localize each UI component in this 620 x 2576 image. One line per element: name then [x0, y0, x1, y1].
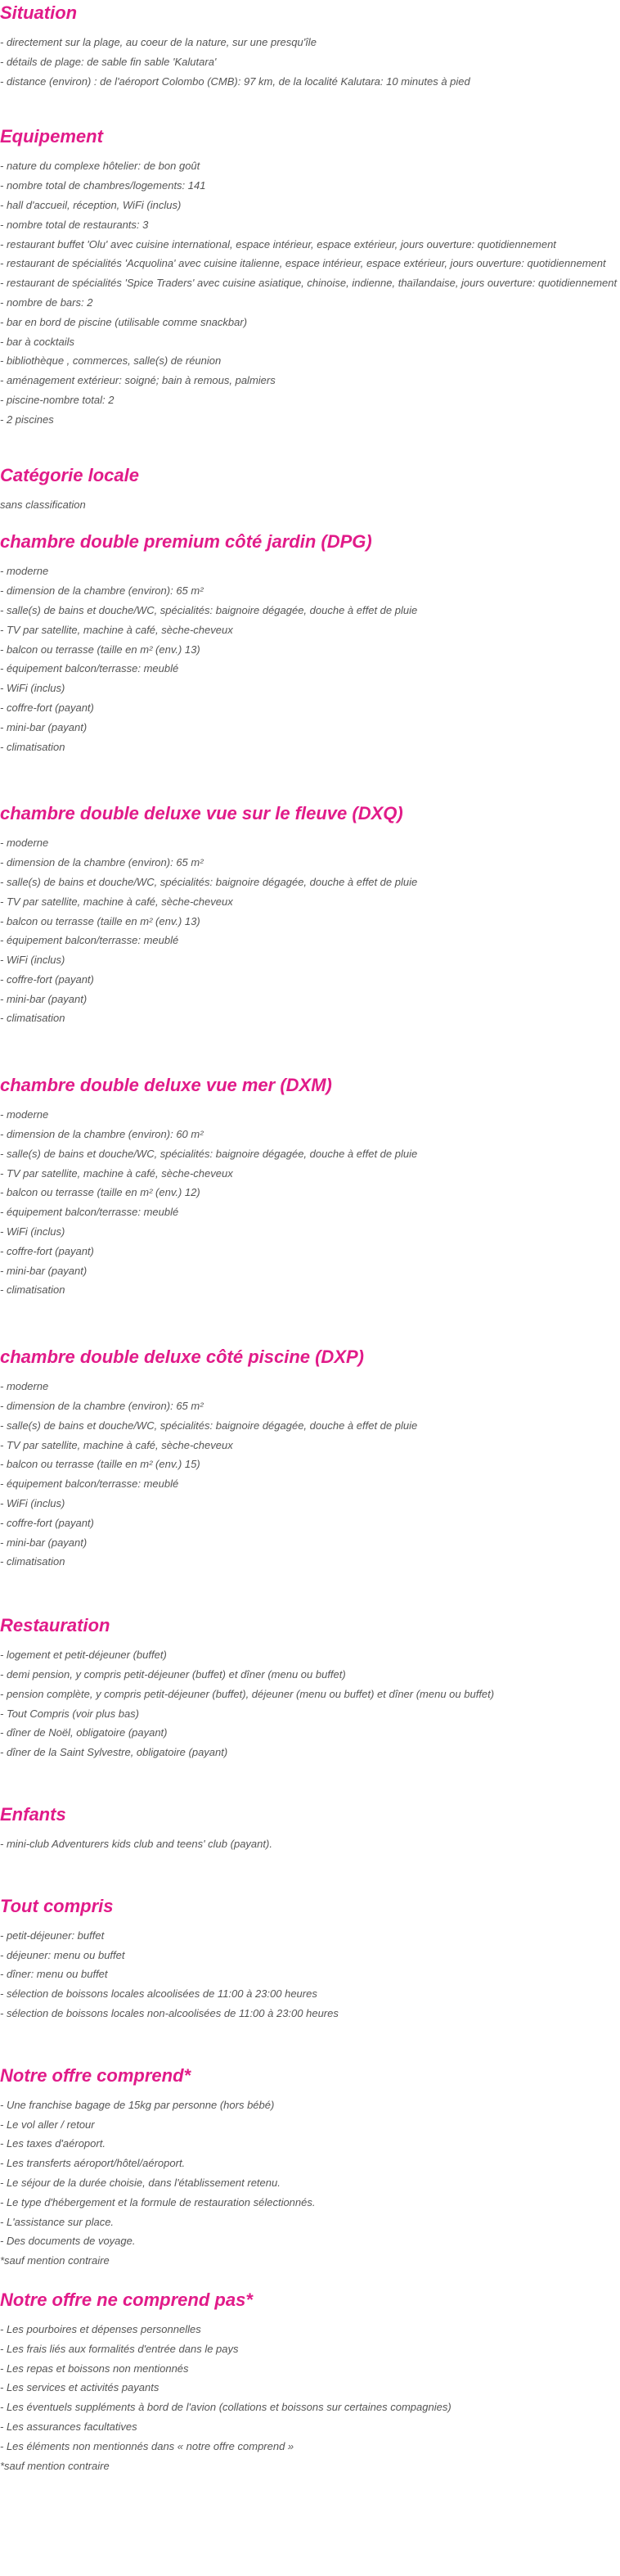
- section-title-tout-compris: Tout compris: [0, 1895, 114, 1916]
- section-title-enfants: Enfants: [0, 1804, 66, 1825]
- list-item: - moderne: [0, 1380, 49, 1393]
- section-title-room-dxm: chambre double deluxe vue mer (DXM): [0, 1075, 332, 1096]
- list-item: - Des documents de voyage.: [0, 2235, 136, 2248]
- list-item: - équipement balcon/terrasse: meublé: [0, 1206, 179, 1219]
- list-item: - dimension de la chambre (environ): 65 m²: [0, 584, 204, 598]
- section-title-room-dpg: chambre double premium côté jardin (DPG): [0, 531, 372, 553]
- list-offre-comprend: [0, 2096, 620, 2271]
- section-offre-ne-comprend-pas: [0, 2289, 620, 2475]
- list-item: - salle(s) de bains et douche/WC, spécialités: baignoire dégagée, douche à effet de pluie: [0, 1147, 418, 1160]
- list-item: - équipement balcon/terrasse: meublé: [0, 1477, 179, 1491]
- list-item: - équipement balcon/terrasse: meublé: [0, 662, 179, 675]
- section-title-situation: Situation: [0, 2, 78, 23]
- list-item: - Le séjour de la durée choisie, dans l'établissement retenu.: [0, 2176, 281, 2189]
- list-item: - nombre total de restaurants: 3: [0, 218, 149, 231]
- list-item: - climatisation: [0, 1283, 65, 1297]
- list-item: - Les éventuels suppléments à bord de l'avion (collations et boissons sur certaines compagnies): [0, 2401, 452, 2414]
- section-categorie-locale: [0, 464, 620, 515]
- list-item: - mini-bar (payant): [0, 992, 88, 1005]
- list-item: - Tout Compris (voir plus bas): [0, 1707, 140, 1720]
- list-item: - moderne: [0, 1108, 49, 1121]
- categorie-text: sans classification: [0, 498, 86, 511]
- list-item: - piscine-nombre total: 2: [0, 393, 115, 406]
- list-item: - WiFi (inclus): [0, 1497, 65, 1510]
- list-item: - restaurant de spécialités 'Acquolina' avec cuisine italienne, espace intérieur, espace extérieur, jours ouverture: quotidiennement: [0, 257, 606, 270]
- list-item: - mini-bar (payant): [0, 720, 88, 733]
- list-item: - sélection de boissons locales non-alcoolisées de 11:00 à 23:00 heures: [0, 2006, 339, 2019]
- list-item: - Une franchise bagage de 15kg par personne (hors bébé): [0, 2098, 275, 2111]
- list-item: - salle(s) de bains et douche/WC, spécialités: baignoire dégagée, douche à effet de pluie: [0, 875, 418, 888]
- list-item: - distance (environ) : de l'aéroport Colombo (CMB): 97 km, de la localité Kalutara: 10 minutes à pied: [0, 74, 470, 88]
- list-item: - Les services et activités payants: [0, 2381, 159, 2394]
- list-item: - balcon ou terrasse (taille en m² (env.) 13): [0, 914, 200, 927]
- list-item: - pension complète, y compris petit-déjeuner (buffet), déjeuner (menu ou buffet) et dîner (menu ou buffet): [0, 1687, 495, 1700]
- list-tout-compris: [0, 1926, 620, 2023]
- list-item: - mini-club Adventurers kids club and teens' club (payant).: [0, 1838, 272, 1850]
- list-item: - balcon ou terrasse (taille en m² (env.) 13): [0, 643, 200, 656]
- list-item: - Les repas et boissons non mentionnés: [0, 2362, 189, 2375]
- list-item: - dîner de la Saint Sylvestre, obligatoire (payant): [0, 1746, 228, 1759]
- section-title-offre-comprend: Notre offre comprend*: [0, 2064, 191, 2086]
- section-title-offre-ne-comprend-pas: Notre offre ne comprend pas*: [0, 2289, 253, 2310]
- list-item: - salle(s) de bains et douche/WC, spécialités: baignoire dégagée, douche à effet de pluie: [0, 603, 418, 616]
- list-item: - Les transferts aéroport/hôtel/aéroport.: [0, 2157, 186, 2170]
- section-title-categorie-locale: Catégorie locale: [0, 464, 139, 485]
- list-item: - Le type d'hébergement et la formule de restauration sélectionnés.: [0, 2195, 316, 2208]
- list-item: *sauf mention contraire: [0, 2254, 110, 2267]
- list-item: - TV par satellite, machine à café, sèche-cheveux: [0, 1166, 233, 1180]
- list-item: - climatisation: [0, 1012, 65, 1025]
- list-item: - balcon ou terrasse (taille en m² (env.) 15): [0, 1458, 200, 1471]
- list-item: - mini-bar (payant): [0, 1536, 88, 1549]
- section-title-equipement: Equipement: [0, 126, 103, 147]
- list-equipement: [0, 156, 620, 429]
- list-room-dxq: [0, 833, 620, 1028]
- section-equipement: [0, 125, 620, 429]
- list-item: - moderne: [0, 837, 49, 850]
- list-item: - TV par satellite, machine à café, sèche-cheveux: [0, 623, 233, 636]
- list-offre-ne-comprend-pas: [0, 2320, 620, 2475]
- list-item: - 2 piscines: [0, 413, 54, 426]
- section-enfants: [0, 1803, 620, 1854]
- list-item: - restaurant buffet 'Olu' avec cuisine international, espace intérieur, espace extérieur, jours ouverture: quotidiennement: [0, 237, 556, 250]
- list-item: - salle(s) de bains et douche/WC, spécialités: baignoire dégagée, douche à effet de pluie: [0, 1419, 418, 1432]
- list-item: - petit-déjeuner: buffet: [0, 1929, 105, 1942]
- list-item: - mini-bar (payant): [0, 1264, 88, 1277]
- list-item: - TV par satellite, machine à café, sèche-cheveux: [0, 895, 233, 908]
- list-item: - L'assistance sur place.: [0, 2215, 115, 2228]
- list-item: - détails de plage: de sable fin sable 'Kalutara': [0, 55, 217, 68]
- list-item: - nature du complexe hôtelier: de bon goût: [0, 160, 200, 173]
- section-title-room-dxq: chambre double deluxe vue sur le fleuve (DXQ): [0, 803, 403, 824]
- list-item: - Les taxes d'aéroport.: [0, 2137, 106, 2150]
- section-title-restauration: Restauration: [0, 1615, 110, 1636]
- list-item: - bar en bord de piscine (utilisable comme snackbar): [0, 315, 248, 328]
- list-item: - Les assurances facultatives: [0, 2420, 137, 2433]
- list-room-dxp: [0, 1377, 620, 1572]
- list-item: - dîner de Noël, obligatoire (payant): [0, 1726, 168, 1739]
- list-item: - balcon ou terrasse (taille en m² (env.) 12): [0, 1186, 200, 1199]
- list-item: - logement et petit-déjeuner (buffet): [0, 1649, 167, 1662]
- list-item: - coffre-fort (payant): [0, 972, 94, 986]
- list-item: - nombre total de chambres/logements: 141: [0, 179, 206, 192]
- list-item: - dimension de la chambre (environ): 65 m²: [0, 856, 204, 869]
- list-item: - bar à cocktails: [0, 335, 75, 348]
- list-item: - TV par satellite, machine à café, sèche-cheveux: [0, 1438, 233, 1451]
- list-item: - Les pourboires et dépenses personnelles: [0, 2322, 201, 2335]
- section-offre-comprend: [0, 2064, 620, 2271]
- list-item: - Les éléments non mentionnés dans « notre offre comprend »: [0, 2439, 294, 2452]
- list-item: - aménagement extérieur: soigné; bain à remous, palmiers: [0, 374, 276, 387]
- list-item: - dimension de la chambre (environ): 60 m²: [0, 1128, 204, 1141]
- section-room-dpg: [0, 530, 620, 756]
- list-item: - Les frais liés aux formalités d'entrée dans le pays: [0, 2342, 239, 2355]
- list-item: - Le vol aller / retour: [0, 2118, 95, 2131]
- list-item: - climatisation: [0, 740, 65, 753]
- section-situation: [0, 0, 620, 91]
- list-item: - directement sur la plage, au coeur de la nature, sur une presqu'île: [0, 36, 317, 48]
- section-room-dxq: [0, 802, 620, 1028]
- list-item: - équipement balcon/terrasse: meublé: [0, 934, 179, 947]
- list-room-dxm: [0, 1105, 620, 1300]
- list-item: - dimension de la chambre (environ): 65 m²: [0, 1400, 204, 1413]
- list-item: - coffre-fort (payant): [0, 1244, 94, 1257]
- list-situation: [0, 33, 620, 91]
- list-item: - bibliothèque , commerces, salle(s) de réunion: [0, 354, 222, 368]
- section-title-room-dxp: chambre double deluxe côté piscine (DXP): [0, 1347, 364, 1368]
- list-room-dpg: [0, 562, 620, 756]
- list-item: - nombre de bars: 2: [0, 295, 93, 309]
- section-tout-compris: [0, 1895, 620, 2023]
- list-item: - moderne: [0, 565, 49, 578]
- list-item: - coffre-fort (payant): [0, 701, 94, 714]
- list-restauration: [0, 1645, 620, 1762]
- list-item: - sélection de boissons locales alcoolisées de 11:00 à 23:00 heures: [0, 1987, 317, 2001]
- list-item: - WiFi (inclus): [0, 954, 65, 967]
- list-item: - hall d'accueil, réception, WiFi (inclus): [0, 198, 182, 211]
- list-item: - climatisation: [0, 1555, 65, 1568]
- section-room-dxm: [0, 1074, 620, 1300]
- list-item: - WiFi (inclus): [0, 1225, 65, 1238]
- section-restauration: [0, 1614, 620, 1762]
- list-item: - dîner: menu ou buffet: [0, 1968, 108, 1981]
- list-item: - restaurant de spécialités 'Spice Traders' avec cuisine asiatique, chinoise, indienne, thaïlandaise, jours ouverture: quotidiennement: [0, 277, 618, 290]
- list-item: - demi pension, y compris petit-déjeuner (buffet) et dîner (menu ou buffet): [0, 1668, 346, 1681]
- list-enfants: [0, 1834, 620, 1854]
- section-room-dxp: [0, 1346, 620, 1572]
- list-item: - WiFi (inclus): [0, 682, 65, 695]
- list-item: - déjeuner: menu ou buffet: [0, 1948, 125, 1961]
- list-item: *sauf mention contraire: [0, 2459, 110, 2472]
- list-item: - coffre-fort (payant): [0, 1516, 94, 1529]
